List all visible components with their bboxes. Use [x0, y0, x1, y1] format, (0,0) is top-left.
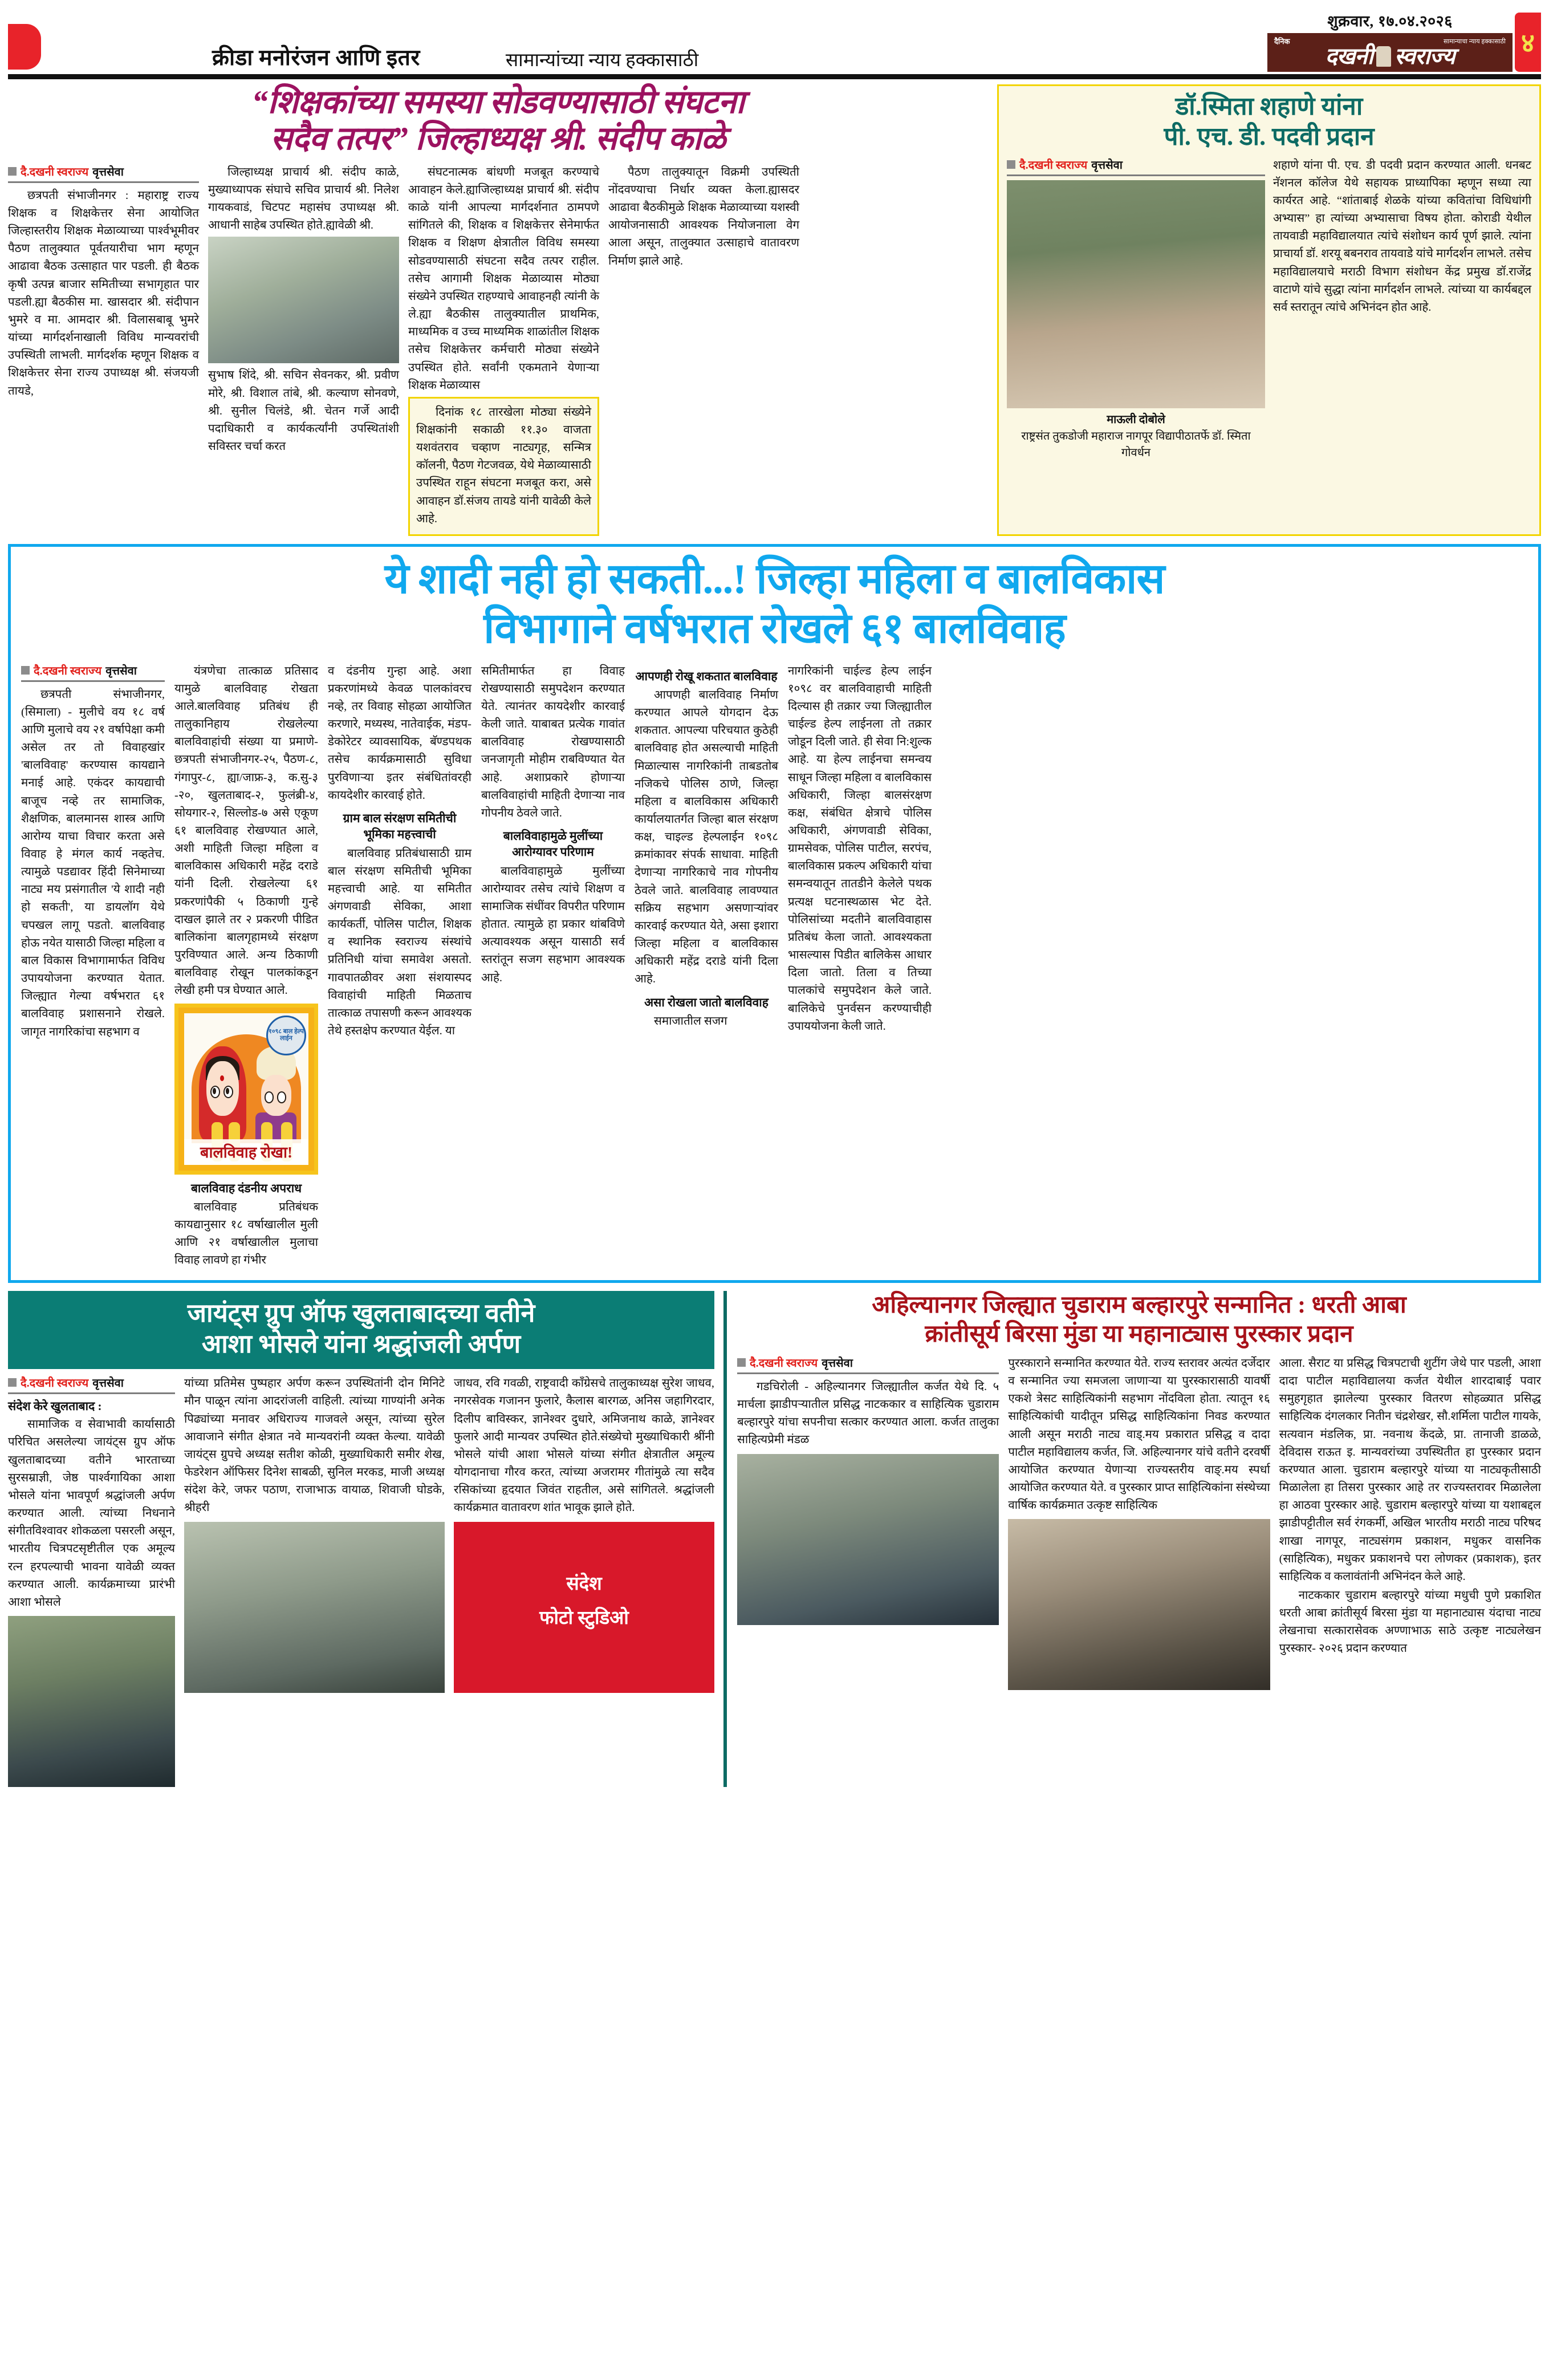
bl-column-1 [8, 1375, 175, 1787]
mid-col4-subhead: बालविवाहामुळे मुलींच्या आरोग्यावर परिणाम [503, 828, 603, 859]
masthead-date: शुक्रवार, १७.०४.२०२६ [1327, 13, 1453, 30]
paragraph: दिनांक १८ तारखेला मोठ्या संख्येने शिक्षकांनी सकाळी ११.३० वाजता यशवंतराव चव्हाण नाट्यगृह, सन्मित्र कॉलनी, पैठण गेटजवळ, येथे मेळाव्यासाठी उपस्थित राहून संघटना मजबूत करा, असे आवाहन डॉ.संजय तायडे यांनी यावेळी केले आहे. [416, 405, 591, 525]
paragraph: बालविवाह प्रतिबंधासाठी ग्राम बाल संरक्षण समितीची भूमिका महत्त्वाची आहे. या समितीत अंगणवाडी सेविका, आशा कार्यकर्ती, पोलिस पाटील, शिक्षक व स्थानिक स्वराज्य संस्थांचे प्रतिनिधी यांचा समावेश असतो. गावपातळीवर अशा संशयास्पद विवाहांची माहिती मिळताच तात्काळ तपासणी करून आवश्यक तेथे हस्तक्षेप करण्यात येईल. या [328, 847, 471, 1038]
paragraph-extra: नाटककार चुडाराम बल्हारपुरे यांच्या मधुची पुणे प्रकाशित धरती आबा क्रांतीसूर्य बिरसा मुंडा या महानाट्यास यंदाचा नाट्य लेखनाचा सत्कारासेवक अण्णाभाऊ साठे उत्कृष्ट नाट्यलेखन पुरस्कार- २०२६ प्रदान करण्यात [1279, 1589, 1541, 1655]
mid-col4-text [481, 663, 625, 822]
byline [21, 663, 165, 678]
asha-bhosle-article [8, 1291, 723, 1788]
br-column-2 [1008, 1355, 1270, 1690]
paragraph: समाजातील सजग [654, 1014, 727, 1027]
mid-col6-text [788, 663, 932, 1035]
mid-column-4 [481, 663, 625, 1271]
br-column-3 [1279, 1355, 1541, 1690]
smita-column-left [1007, 157, 1265, 461]
byline-rule [1007, 174, 1265, 176]
byline [8, 1375, 175, 1390]
mid-col5-subhead: आपणही रोखू शकतात बालविवाह [635, 669, 778, 683]
paragraph: छत्रपती संभाजीनगर : महाराष्ट्र राज्य शिक्षक व शिक्षकेत्तर सेना आयोजित जिल्हास्तरीय शिक्षक मेळाव्याच्या पार्श्वभूमीवर पैठण तालुक्यात पूर्वतयारीचा भाग म्हणून आढावा बैठक उत्साहात पार पडली. ही बैठक कृषी उत्पन्न बाजार समितीच्या सभागृहात पार पडली.ह्या बैठकीस मा. खासदार श्री. संदीपान भुमरे व मा. आमदार श्री. विलासबाबू भुमरे यांच्या मार्गदर्शनाखाली विविध मान्यवरांची उपस्थिती लाभली. मार्गदर्शक म्हणून शिक्षक व शिक्षकेत्तर सेना राज्य उपाध्यक्ष श्री. संजयजी तायडे, [8, 189, 199, 397]
logo-daily-label: दैनिक [1274, 37, 1290, 46]
paragraph: संघटनात्मक बांधणी मजबूत करण्याचे आवाहन केले.ह्याजिल्हाध्यक्ष प्राचार्य श्री. संदीप काळे यांनी आपल्या मार्गदर्शनात ठामपणे सांगितले की, शिक्षक व शिक्षकेत्तर सेनेमार्फत शिक्षक व शिक्षण क्षेत्रातील विविध समस्या सोडवण्यासाठी संघटना सदैव तत्पर राहील. तसेच आगामी शिक्षक मेळाव्यास मोठ्या संख्येने उपस्थित राहण्याचे आवाहनही त्यांनी के ले.ह्या बैठकीस तालुक्यातील प्राथमिक, माध्यमिक व उच्च माध्यमिक शाळांतील शिक्षक तसेच शिक्षकेत्तर कर्मचारी मोठ्या संख्येने उपस्थित होते. सर्वांनी एकमताने येणाऱ्या शिक्षक मेळाव्यास [408, 165, 599, 392]
bride-pupil-left [213, 1088, 216, 1095]
paragraph: सुभाष शिंदे, श्री. सचिन सेवनकर, श्री. प्रवीण मोरे, श्री. विशाल तांबे, श्री. कल्याण सोनवणे, श्री. सुनील चिलंडे, श्री. चेतन गर्जे आदी पदाधिकारी व कार्यकर्त्यांनी उपस्थितांशी सविस्तर चर्चा करत [208, 369, 399, 453]
top-column-3 [408, 164, 599, 536]
mid-col5-subhead-2: असा रोखला जातो बालविवाह [644, 995, 769, 1009]
byline-service: वृत्तसेवा [92, 1377, 124, 1390]
smita-portrait-photo [1007, 180, 1265, 408]
cartoon-caption: बालविवाह रोखा! [184, 1139, 308, 1165]
bl-col2-text [184, 1375, 445, 1517]
smita-photo-caption [1007, 412, 1265, 461]
paragraph: समितीमार्फत हा विवाह रोखण्यासाठी समुपदेशन करण्यात येते. त्यानंतर कायदेशीर कारवाई केली जाते. याबाबत प्रत्येक गावांत बालविवाह रोखण्यासाठी जनजागृती मोहीम राबविण्यात येत आहे. अशाप्रकारे होणाऱ्या बालविवाहांची माहिती देणाऱ्या नाव गोपनीय ठेवले जाते. [481, 664, 625, 819]
studio-advert [454, 1522, 714, 1693]
smita-headline-line2: पी. एच. डी. पदवी प्रदान [1164, 122, 1375, 151]
byline-source: दै.दखनी स्वराज्य [750, 1356, 818, 1370]
mid-column-3 [328, 663, 471, 1271]
bottom-section [8, 1291, 1541, 1788]
paragraph: पैठण तालुक्यातून विक्रमी उपस्थिती नोंदवण्याचा निर्धार व्यक्त केला.ह्यासदर आढावा बैठकीमुळे शिक्षक मेळाव्याच्या यशस्वी आयोजनासाठी आवश्यक नियोजनाला वेग आला असून, तालुक्यात उत्साहाचे वातावरण निर्माण झाले आहे. [608, 165, 799, 267]
bl-column-3 [454, 1375, 714, 1787]
mid-col2-subhead: बालविवाह दंडनीय अपराध [190, 1181, 302, 1195]
paragraph: आला. सैराट या प्रसिद्ध चित्रपटाची शुटींग जेथे पार पडली, आशा दादा पाटील महाविद्यालया कर्जत येथील शारदाबाई पवार समुहगृहात झालेल्या पुरस्कार वितरण सोहळ्यात प्रसिद्ध साहित्यिक दंगलकार नितीन चंद्रशेखर, सौ.शर्मिला पाटील गायके, सत्यवान मंडलिक, प्रा. नवनाथ केंदळे, प्रा. तानाजी डाळळे, देविदास राऊत इ. मान्यवरांच्या उपस्थितीत हा पुरस्कार प्रदान करण्यात आला. चुडाराम बल्हारपुरे यांच्या या नाट्यकृतीसाठी मिळालेला हा तिसरा पुरस्कार आहे तर राज्यस्तरावर मिळालेला हा आठवा पुरस्कार आहे. चुडाराम बल्हारपुरे यांच्या या यशाबद्दल झाडीपट्टीतील सर्व रंगकर्मी, अखिल भारतीय मराठी नाट्य परिषद शाखा नागपूर, नाट्यसंगम प्रकाशन, मधुकर वासनिक (साहित्यिक), मधुकर प्रकाशनचे परा लोणकर (प्रकाशक), इतर साहित्यिक व कलावंतांनी अभिनंदन केले आहे. [1279, 1356, 1541, 1583]
masthead-right [1267, 10, 1541, 72]
mid-col4-after-text [481, 863, 625, 987]
top-col2-text [208, 164, 399, 235]
byline-source: दै.दखनी स्वराज्य [1019, 159, 1088, 172]
byline-square-icon [8, 167, 17, 176]
byline-square-icon [1007, 160, 1015, 169]
top-article-headline [8, 84, 988, 158]
byline-rule [8, 181, 199, 183]
mid-column-5 [635, 663, 778, 1271]
paragraph: यांच्या प्रतिमेस पुष्पहार अर्पण करून उपस्थितांनी दोन मिनिटे मौन पाळून त्यांना आदरांजली वाहिली. त्यांच्या गाण्यांनी अनेक पिढ्यांच्या मनावर अधिराज्य गाजवले असून, त्यांच्या सुरेल आवाजाने संगीत क्षेत्रात नवे मान्यवरांनी व्यक्त केल्या. यावेळी जायंट्स ग्रुपचे अध्यक्ष सतीश कोळी, मुख्याधिकारी समीर शेख, फेडरेशन ऑफिसर दिनेश साबळी, सुनिल मरकड, माजी अध्यक्ष संदेश केरे, जफर पठाण, राजाभाऊ वायाळ, शिवाजी घोडके, श्रीहरी [184, 1377, 445, 1514]
mid-col3-text [328, 663, 471, 805]
bottom-right-headline [737, 1291, 1541, 1349]
mid-column-2 [174, 663, 318, 1271]
br-col2-text [1008, 1355, 1270, 1514]
bl-headline-line2: आशा भोसले यांना श्रद्धांजली अर्पण [201, 1330, 521, 1359]
byline-service: वृत्तसेवा [822, 1356, 853, 1370]
paragraph: नागरिकांनी चाईल्ड हेल्प लाईन १०९८ वर बालविवाहाची माहिती दिल्यास ही तक्रार ज्या जिल्ह्यातील चाईल्ड हेल्प लाईनला तो तक्रार जोडून दिली जाते. ही सेवा नि:शुल्क आहे. या हेल्प लाईनचा समन्वय साधून जिल्हा महिला व बालविकास अधिकारी, जिल्हा बालसंरक्षण कक्ष, संबंधित क्षेत्राचे पोलिस अधिकारी, अंगणवाडी सेविका, ग्रामसेवक, पोलिस पाटील, सरपंच, बालविकास प्रकल्प अधिकारी यांचा समन्वयातून तातडीने केलेले पथक प्रत्यक्ष घटनास्थळास भेट देते. पोलिसांच्या मदतीने बालविवाहास प्रतिबंध केला जातो. आवश्यकता भासल्यास पिडीत बालिकेस आधार दिला जातो. तिला व तिच्या पालकांचे समुपदेशन केले जाते. बालिकेचे पुनर्वसन करण्याचीही उपाययोजना केली जाते. [788, 664, 932, 1033]
mid-headline-line1: ये शादी नही हो सकती...! जिल्हा महिला व बालविकास [384, 555, 1165, 603]
smita-headline [1007, 92, 1531, 152]
byline-rule [21, 680, 165, 682]
bl-column-2 [184, 1375, 445, 1787]
paragraph: शहाणे यांना पी. एच. डी पदवी प्रदान करण्यात आली. धनबट नॅशनल कॉलेज येथे सहायक प्राध्यापिका म्हणून सध्या त्या कार्यरत आहे. “शांताबाई शेळके यांच्या कवितांचा विधिधांगी अभ्यास” हा त्यांच्या अभ्यासाचा विषय होता. कोराडी येथील तायवाडी महाविद्यालयात त्यांचे संशोधन कार्य पूर्ण झाले. त्यांना प्राचार्या डॉ. शरयू बबनराव तायवाडे यांचे मार्गदर्शन लाभले. तसेच महाविद्यालयाचे मराठी विभाग संशोधन केंद्र प्रमुख डॉ.राजेंद्र वाटाणे यांचे सुद्धा त्यांना मार्गदर्शन लाभले. त्यांच्या या कार्यबद्दल सर्व स्तरातून त्यांचे अभिनंदन होत आहे. [1273, 159, 1531, 314]
masthead [8, 0, 1541, 74]
byline-service: वृत्तसेवा [105, 664, 137, 677]
byline-rule [8, 1392, 175, 1394]
top-article-columns [8, 164, 988, 536]
mid-col2-text [174, 663, 318, 1000]
masthead-rule [8, 74, 1541, 79]
child-marriage-cartoon [174, 1004, 318, 1175]
groom-eye-right [277, 1091, 287, 1103]
award-photo-2 [1008, 1519, 1270, 1690]
masthead-category: क्रीडा मनोरंजन आणि इतर [212, 46, 420, 70]
byline-service: वृत्तसेवा [92, 165, 124, 178]
byline [8, 164, 199, 179]
caption-name: माऊली दोबोले [1107, 413, 1165, 426]
mid-headline-line2: विभागाने वर्षभरात रोखले ६१ बालविवाह [483, 606, 1066, 653]
smita-columns [1007, 157, 1531, 461]
smita-column-right [1273, 157, 1531, 461]
top-col3-text [408, 164, 599, 395]
paragraph: छत्रपती संभाजीनगर, (सिमाला) - मुलीचे वय १८ वर्ष आणि मुलाचे वय २१ वर्षापेक्षा कमी असेल तर तो विवाहखांर 'बालविवाह' करण्यास कायद्याने मनाई आहे. एकंदर कायद्याची बाजूच नव्हे तर सामाजिक, शैक्षणिक, बालमानस शास्त्र आणि आरोग्य याचा विचार करता असे विवाह हे मंगल कार्य नव्हतेच. त्यामुळे पडद्यावर हिंदी सिनेमाच्या नाट्य मय प्रसंगातील 'ये शादी नही हो सकती', या डायलॉग येथे चपखल लागू पडतो. बालविवाह होऊ नयेत यासाठी जिल्हा महिला व बाल विकास विभागामार्फत विविध उपाययोजना करण्यात येतात. जिल्ह्यात गेल्या वर्षभरात ६१ बालविवाह प्रशासनाने रोखले. जागृत नागरिकांचा सहभाग व [21, 688, 165, 1038]
paragraph: जिल्हाध्यक्ष प्राचार्य श्री. संदीप काळे, मुख्याध्यापक संघाचे सचिव प्राचार्य श्री. निलेश गायकवाडं, चिटपट महासंघ उपाध्यक्ष श्री. आधानी साहेब उपस्थित होते.ह्यावेळी श्री. [208, 165, 399, 232]
mid-col3-subhead: ग्राम बाल संरक्षण समितीची भूमिका महत्त्वाची [343, 811, 457, 842]
br-headline-line1: अहिल्यानगर जिल्ह्यात चुडाराम बल्हारपुरे सन्मानित : धरती आबा [872, 1291, 1406, 1318]
top-col2-caption [208, 367, 399, 456]
logo-word-one: दखनी [1325, 43, 1373, 69]
top-section [8, 84, 1541, 536]
paragraph: पुरस्काराने सन्मानित करण्यात येते. राज्य स्तरावर अत्यंत दर्जेदार व सन्मानित ज्या समजला जाणाऱ्या या पुरस्कारासाठी यावर्षी एकशे त्रेसट साहित्यिकांनी सहभाग नोंदविला होता. त्यातून १६ साहित्यिकांची यादीतून प्रसिद्ध साहित्यिकांना निवड करण्यात आली असून मराठी नाट्य वाड्.मय प्रकारात प्रसिद्ध व दादा पाटील महाविद्यालय कर्जत, जि. अहिल्यानगर यांचे वतीने दरवर्षी आयोजित करण्यात येणाऱ्या राज्यस्तरीय वाङ्.मय स्पर्धा आयोजित करण्यात येते. व पुरस्कार प्राप्त साहित्यिकांना संस्थेच्या वार्षिक कार्यक्रमात उत्कृष्ट साहित्यिक [1008, 1356, 1270, 1512]
byline [1007, 157, 1265, 172]
bl-dateline: संदेश केरे खुलताबाद : [8, 1399, 102, 1414]
top-col1-text [8, 187, 199, 400]
bhallarpure-award-article [723, 1291, 1541, 1788]
tribute-photo-1 [8, 1616, 175, 1787]
page-number-badge: ४ [1515, 13, 1541, 72]
groom-eye-left [265, 1091, 274, 1103]
paragraph: यंत्रणेचा तात्काळ प्रतिसाद यामुळे बालविवाह रोखता आले.बालविवाह प्रतिबंध ही तालुकानिहाय रोखलेल्या बालविवाहांची संख्या या प्रमाणे- छत्रपती संभाजीनगर-२५, पैठण-८, गंगापुर-८, ह्या/जाफ्र-३, क.सु-३ -२०, खुलताबाद-२, फुलंब्री-४, सोयगार-२, सिल्लोड-७ असे एकूण ६१ बालविवाह रोखण्यात आले, अशी माहिती जिल्हा महिला व बालविकास अधिकारी महेंद्र दराडे यांनी दिली. रोखलेल्या ६१ प्रकरणांपैकी ५ ठिकाणी गुन्हे दाखल झाले तर २ प्रकरणी पीडित बालिकांना बालगृहामध्ये संरक्षण पुरविण्यात आले. अन्य ठिकाणी बालविवाह रोखून पालकांकडून लेखी हमी पत्र घेण्यात आले. [174, 664, 318, 997]
meeting-photo [208, 237, 399, 363]
smita-body-text [1273, 157, 1531, 316]
mid-column-6 [788, 663, 932, 1271]
br-column-1 [737, 1355, 999, 1690]
mid-article-columns [21, 663, 1528, 1271]
paragraph: गडचिरोली - अहिल्यानगर जिल्ह्यातील कर्जत येथे दि. ५ मार्चला झाडीपऱ्यातील प्रसिद्ध नाटककार व साहित्यिक चुडाराम बल्हारपुरे यांचा सपनीचा सत्कार करण्यात आला. कर्जत तालुका साहित्यप्रेमी मंडळ [737, 1380, 999, 1447]
bottom-left-headline [8, 1291, 714, 1370]
masthead-logo-block [1267, 10, 1513, 72]
logo-slogan: सामान्याचा न्याय हक्कासाठी [1443, 38, 1506, 45]
tribute-photo-2 [184, 1522, 445, 1693]
top-column-1 [8, 164, 199, 536]
br-headline-line2: क्रांतीसूर्य बिरसा मुंडा या महानाट्यास पुरस्कार प्रदान [925, 1321, 1353, 1347]
top-col4-text [608, 164, 799, 270]
paragraph: बालविवाहामुळे मुलींच्या आरोग्यावर तसेच त्यांचे शिक्षण व सामाजिक संधींवर विपरीत परिणाम होतात. त्यामुळे हा प्रकार थांबविणे अत्यावश्यक असून यासाठी सर्व स्तरांतून सजग सहभाग आवश्यक आहे. [481, 864, 625, 984]
bl-col3-text [454, 1375, 714, 1517]
paragraph: बालविवाह प्रतिबंधक कायद्यानुसार १८ वर्षाखालील मुली आणि २१ वर्षाखालील मुलाचा विवाह लावणे हा गंभीर [174, 1200, 318, 1267]
byline [737, 1355, 999, 1370]
top-headline-line2: सदैव तत्पर” जिल्हाध्यक्ष श्री. संदीप काळे [270, 121, 726, 157]
cartoon-inner [184, 1013, 308, 1165]
mid-col2-after-text [174, 1199, 318, 1270]
logo-main-row [1274, 45, 1506, 68]
br-col3-text [1279, 1355, 1541, 1658]
mid-column-1 [21, 663, 165, 1271]
bl-headline-line1: जायंट्स ग्रुप ऑफ खुलताबादच्या वतीने [187, 1298, 535, 1327]
byline-square-icon [737, 1358, 746, 1367]
masthead-red-tab [8, 24, 41, 70]
masthead-tagline: सामान्यांच्या न्याय हक्कासाठी [505, 50, 699, 71]
helpline-seal: १०९८ बाल हेल्प लाईन [266, 1016, 306, 1055]
studio-name-line2: फोटो स्टुडिओ [539, 1607, 629, 1628]
child-marriage-article [8, 544, 1541, 1283]
byline-source: दै.दखनी स्वराज्य [34, 664, 102, 677]
bottom-right-columns [737, 1355, 1541, 1690]
paragraph: जाधव, रवि गवळी, राष्ट्रवादी कॉंग्रेसचे तालुकाध्यक्ष सुरेश जाधव, नगरसेवक गजानन फुलारे, कैलास बारगळ, अनिस जहागिरदार, दिलीप बाविस्कर, ज्ञानेश्वर दुधारे, अमिजनाथ काळे, ज्ञानेश्वर फुलारे आदी मान्यवर उपस्थित होते.संख्येचो मुख्याधिकारी श्रींनी भोसले यांची आशा भोसले यांच्या संगीत क्षेत्रातील अमूल्य योगदानाचा गौरव करत, त्यांच्या अजरामर गीतांमुळे त्या सदैव रसिकांच्या हृदयात जिवंत राहतील, असे सांगितले. श्रद्धांजली कार्यक्रमात वातावरण शांत भावूक झाले होते. [454, 1377, 714, 1514]
byline-square-icon [21, 666, 30, 675]
br-col1-text [737, 1378, 999, 1449]
top-column-4 [608, 164, 799, 536]
paragraph: व दंडनीय गुन्हा आहे. अशा प्रकरणांमध्ये केवळ पालकांवरच नव्हे, तर विवाह सोहळा आयोजित करणारे, मध्यस्थ, नातेवाईक, मंडप-डेकोरेटर व्यावसायिक, बॅण्डपथक तसेच कार्यक्रमासाठी सुविधा पुरविणाऱ्या इतर संबंधितांवरही कायदेशीर कारवाई होते. [328, 664, 471, 802]
mid-col5-text [635, 687, 778, 989]
newspaper-logo [1267, 33, 1513, 72]
paragraph: सामाजिक व सेवाभावी कार्यासाठी परिचित असलेल्या जायंट्स ग्रुप ऑफ खुलताबादच्या वतीने भारताच्या सुरसम्राज्ञी, जेष्ठ पार्श्वगायिका आशा भोसले यांना भावपूर्ण श्रद्धांजली अर्पण करण्यात आली. त्यांच्या निधनाने संगीतविश्वावर शोकळला पसरली असून, भारतीय चित्रपटसृष्टीतील एक अमूल्य रत्न हरपल्याची भावना यावेळी व्यक्त करण्यात आली. कार्यक्रमाच्या प्रारंभी आशा भोसले [8, 1418, 175, 1609]
mid-col3-after-text [328, 845, 471, 1041]
caption-text: राष्ट्रसंत तुकडोजी महाराज नागपूर विद्यापीठातर्फे डॉ. स्मिता गोवर्धन [1021, 429, 1251, 459]
top-headline-line1: “शिक्षकांच्या समस्या सोडवण्यासाठी संघटना [251, 84, 745, 120]
byline-square-icon [8, 1378, 17, 1387]
bl-col1-text [8, 1416, 175, 1611]
award-photo-1 [737, 1454, 999, 1625]
paragraph: आपणही बालविवाह निर्माण करण्यात आपले योगदान देऊ शकतात. आपल्या परिचयात कुठेही बालविवाह होत असल्याची माहिती मिळाल्यास नागरिकांनी ताबडतोब नजिकचे पोलिस ठाणे, जिल्हा महिला व बालविकास अधिकारी कार्यालयातर्गत जिल्हा बाल संरक्षण कक्ष, चाइल्ड हेल्पलाईन १०९८ क्रमांकावर संपर्क साधावा. माहिती देणाऱ्या नागरिकाचे नाव गोपनीय ठेवले जाते. बालविवाह लावण्यात सक्रिय सहभाग असणाऱ्यांवर कारवाई करण्यात येते, असा इशारा जिल्हा महिला व बालविकास अधिकारी महेंद्र दराडे यांनी दिला आहे. [635, 688, 778, 986]
mid-col1-text [21, 686, 165, 1041]
smita-headline-line1: डॉ.स्मिता शहाणे यांना [1175, 92, 1363, 120]
studio-name-line1: संदेश [566, 1573, 602, 1594]
smita-article [997, 84, 1541, 536]
byline-source: दै.दखनी स्वराज्य [21, 165, 89, 178]
byline-source: दै.दखनी स्वराज्य [21, 1377, 89, 1390]
top-highlight-box [408, 397, 599, 536]
highlight-box-text [416, 404, 591, 528]
top-lead-article [8, 84, 997, 536]
byline-service: वृत्तसेवा [1091, 159, 1123, 172]
byline-rule [737, 1372, 999, 1374]
logo-emblem-icon [1376, 46, 1391, 67]
mid-article-headline [21, 555, 1528, 655]
top-column-2 [208, 164, 399, 536]
mid-col5-after-text [635, 1013, 778, 1030]
bottom-left-columns [8, 1375, 714, 1787]
logo-word-two: स्वराज्य [1394, 43, 1455, 69]
